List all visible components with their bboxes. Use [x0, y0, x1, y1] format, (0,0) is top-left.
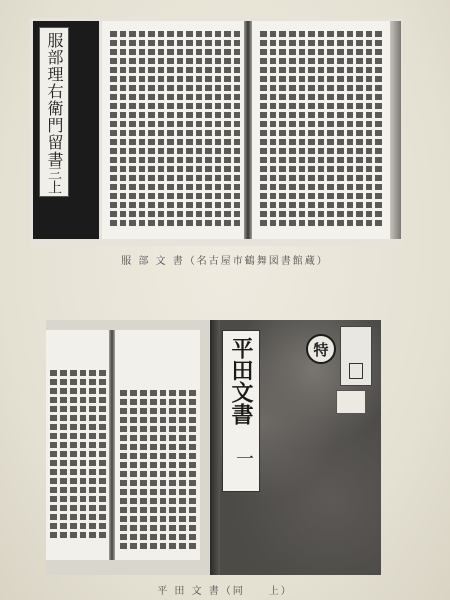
hirata-book-cover: [210, 320, 381, 575]
handwritten-text-right-page: [120, 390, 196, 550]
handwritten-text-right-page: [260, 31, 382, 229]
cover-label-title: 平田文書: [228, 337, 254, 425]
bottom-caption: 平 田 文 書（同 上）: [157, 586, 293, 597]
handwritten-text-left-page: [50, 370, 106, 540]
cover-binding: [210, 320, 220, 575]
cover-label: [39, 27, 69, 197]
open-manuscript-pages: [102, 21, 390, 239]
hattori-book-cover: [33, 21, 99, 239]
page-fold: [109, 330, 115, 560]
cover-label: [222, 330, 260, 492]
cover-label-volume: 一: [233, 449, 254, 467]
catalog-tag: [340, 326, 372, 386]
tag-box: [349, 363, 363, 379]
open-manuscript-pages: [46, 330, 200, 560]
seal-stamp: 特: [306, 334, 336, 364]
book-edge: [390, 21, 401, 239]
page-fold: [244, 21, 252, 239]
handwritten-text-left-page: [110, 31, 240, 229]
top-document-photo: [30, 18, 403, 246]
paper-slip: [336, 390, 366, 414]
cover-label-title: 服部理右衛門留書: [45, 32, 64, 168]
cover-label-volume: 三上: [46, 166, 62, 194]
top-caption: 服 部 文 書（名古屋市鶴舞図書館蔵）: [121, 256, 329, 267]
bottom-document-photo: [46, 320, 381, 575]
